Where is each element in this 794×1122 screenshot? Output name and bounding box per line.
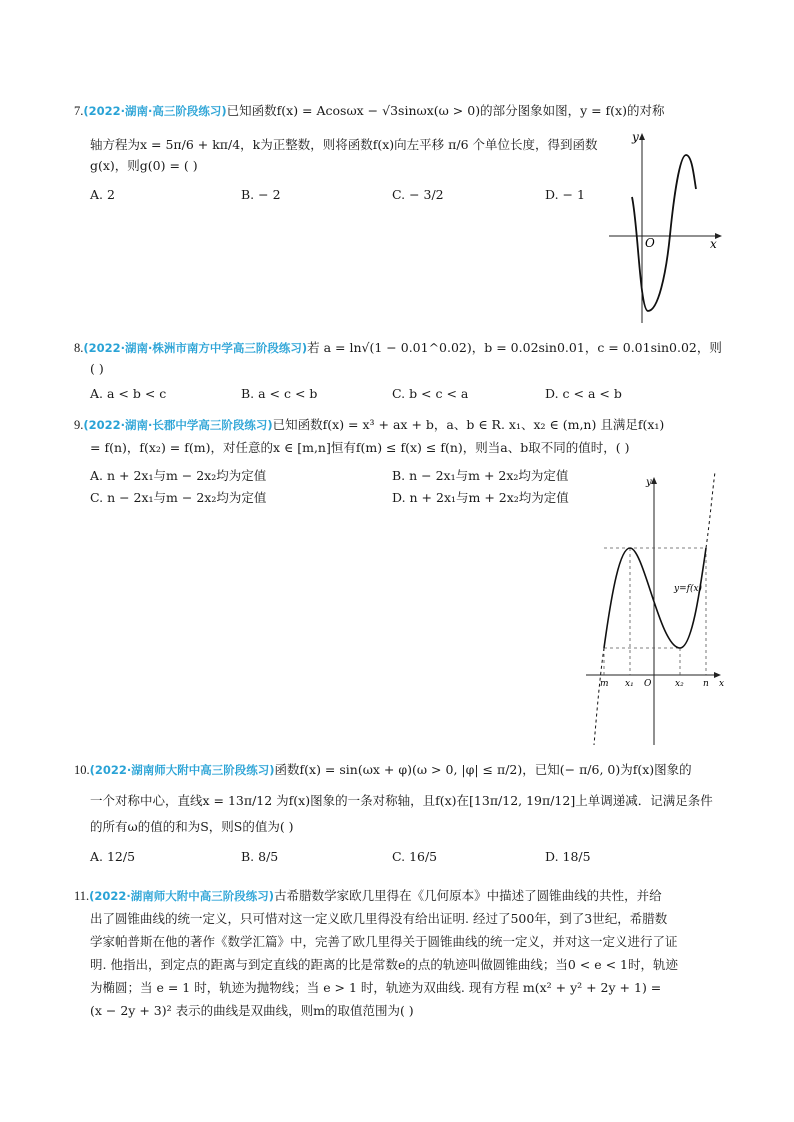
q11-source: (2022·湖南师大附中高三阶段练习) — [89, 889, 275, 903]
q9-text-line2: = f(n)，f(x₂) = f(m)，对任意的x ∈ [m,n]恒有f(m) ≤ f(x) ≤ f(n)，则当a、b取不同的值时，( ) — [90, 440, 630, 455]
q7-text-line3: g(x)，则g(0) = ( ) — [90, 158, 198, 173]
q7-option-a[interactable]: A. 2 — [90, 187, 115, 202]
q11-number: 11. — [74, 889, 90, 903]
q8-option-b[interactable]: B. a < c < b — [241, 386, 318, 401]
q10-text-line2: 一个对称中心，直线x = 13π/12 为f(x)图象的一条对称轴，且f(x)在[13π/12, 19π/12]上单调递减．记满足条件 — [90, 793, 713, 808]
q7-y-label: y — [632, 130, 639, 144]
q9-line1 — [74, 417, 664, 433]
q9-option-d[interactable]: D. n + 2x₁与m + 2x₂均为定值 — [392, 490, 569, 505]
q11-line1 — [74, 888, 662, 904]
q10-source: (2022·湖南师大附中高三阶段练习) — [89, 763, 275, 777]
q8-option-d[interactable]: D. c < a < b — [545, 386, 622, 401]
q9-option-b[interactable]: B. n − 2x₁与m + 2x₂均为定值 — [392, 468, 569, 483]
q7-option-b[interactable]: B. − 2 — [241, 187, 281, 202]
q9-fx-label: y=f(x) — [674, 584, 703, 594]
q11-text-line1: 古希腊数学家欧几里得在《几何原本》中描述了圆锥曲线的共性，并给 — [274, 888, 662, 903]
q8-text-line2: ( ) — [90, 361, 104, 376]
q7-number: 7. — [74, 104, 84, 118]
q11-text-line3: 学家帕普斯在他的著作《数学汇篇》中，完善了欧几里得关于圆锥曲线的统一定义，并对这一定义进行了证 — [90, 934, 678, 949]
q9-option-a[interactable]: A. n + 2x₁与m − 2x₂均为定值 — [90, 468, 267, 483]
q7-x-label: x — [710, 237, 717, 251]
q9-curve-ext-right — [706, 472, 715, 548]
q7-option-d[interactable]: D. − 1 — [545, 187, 585, 202]
q10-text-line1: 函数f(x) = sin(ωx + φ)(ω > 0, |φ| ≤ π/2)，已知(− π/6, 0)为f(x)图象的 — [274, 762, 692, 777]
q8-text-line1: 若 a = ln√(1 − 0.01^0.02)，b = 0.02sin0.01，c = 0.01sin0.02，则 — [307, 340, 722, 355]
q8-option-c[interactable]: C. b < c < a — [392, 386, 469, 401]
q9-text-line1: 已知函数f(x) = x³ + ax + b，a、b ∈ R. x₁、x₂ ∈ (m,n) 且满足f(x₁) — [272, 417, 665, 432]
q10-line1 — [74, 762, 692, 778]
q9-graph — [584, 470, 730, 750]
q9-n-label: n — [703, 679, 709, 689]
q8-number: 8. — [74, 341, 84, 355]
q7-text-line2: 轴方程为x = 5π/6 + kπ/4，k为正整数，则将函数f(x)向左平移 π/6 个单位长度，得到函数 — [90, 137, 598, 152]
q9-origin-label: O — [644, 679, 652, 689]
q7-line1 — [74, 103, 664, 119]
q7-y-arrow — [639, 133, 645, 140]
q9-number: 9. — [74, 418, 84, 432]
q9-curve-ext-left — [594, 648, 604, 745]
q9-m-label: m — [600, 679, 609, 689]
q9-y-label: y — [646, 477, 652, 488]
q9-y-arrow — [651, 477, 657, 484]
q10-option-d[interactable]: D. 18/5 — [545, 849, 591, 864]
q10-option-c[interactable]: C. 16/5 — [392, 849, 438, 864]
q11-text-line5: 为椭圆；当 e = 1 时，轨迹为抛物线；当 e > 1 时，轨迹为双曲线. 现有方程 m(x² + y² + 2y + 1) = — [90, 980, 662, 995]
q7-option-c[interactable]: C. − 3/2 — [392, 187, 444, 202]
q9-x2-label: x₂ — [675, 679, 684, 689]
q8-line1 — [74, 340, 722, 356]
q9-x1-label: x₁ — [625, 679, 634, 689]
q8-source: (2022·湖南·株洲市南方中学高三阶段练习) — [83, 341, 308, 355]
q8-option-a[interactable]: A. a < b < c — [90, 386, 167, 401]
q9-x-label: x — [719, 679, 725, 689]
q7-graph — [604, 125, 734, 325]
q9-curve — [604, 548, 706, 648]
q11-text-line2: 出了圆锥曲线的统一定义，只可惜对这一定义欧几里得没有给出证明. 经过了500年，到了3世纪，希腊数 — [90, 911, 668, 926]
q7-text-line1: 已知函数f(x) = Acosωx − √3sinωx(ω > 0)的部分图象如图，y = f(x)的对称 — [226, 103, 665, 118]
q7-source: (2022·湖南·高三阶段练习) — [83, 104, 227, 118]
q9-x-arrow — [714, 672, 721, 678]
q7-origin-label: O — [645, 236, 655, 250]
q10-option-b[interactable]: B. 8/5 — [241, 849, 279, 864]
q10-text-line3: 的所有ω的值的和为S，则S的值为( ) — [90, 819, 294, 834]
q9-option-c[interactable]: C. n − 2x₁与m − 2x₂均为定值 — [90, 490, 267, 505]
q11-text-line4: 明. 他指出，到定点的距离与到定直线的距离的比是常数e的点的轨迹叫做圆锥曲线；当0 < e < 1时，轨迹 — [90, 957, 678, 972]
q10-option-a[interactable]: A. 12/5 — [90, 849, 136, 864]
q10-number: 10. — [74, 763, 90, 777]
q11-text-line6: (x − 2y + 3)² 表示的曲线是双曲线，则m的取值范围为( ) — [90, 1003, 414, 1018]
q9-source: (2022·湖南·长郡中学高三阶段练习) — [83, 418, 273, 432]
